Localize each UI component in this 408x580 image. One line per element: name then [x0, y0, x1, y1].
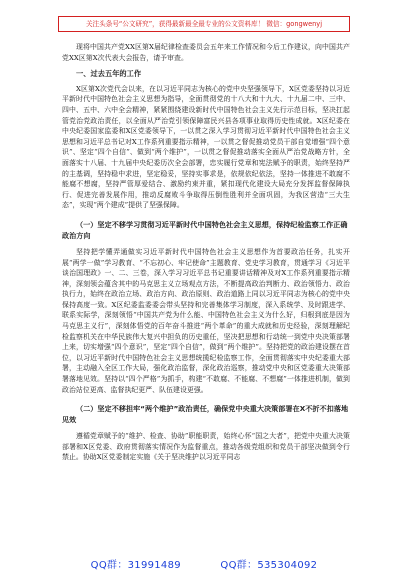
top-banner: 关注头条号“公文研究”，获得最新最全最专业的公文资料库！ 微信：gongwenyj	[58, 16, 350, 32]
subsection-title-2: （二）坚定不移担牢“两个维护”政治责任，确保党中央重大决策部署在X不折不扣落地见效	[62, 404, 349, 425]
document-body	[62, 42, 350, 465]
qq-group-1: QQ群：31991489	[90, 560, 181, 571]
body-paragraph: 遵循党章赋予的“维护、检查、协助”职能职责，始终心怀“国之大者”，把党中央重大决策部署和X区党委、政府贯彻落实情况作为监督重点，推动各级党组织和党员干部坚决做到令行禁止。协助X区党委制定实施《关于坚决维护以习近平同志	[62, 432, 350, 462]
body-paragraph: 坚持把学懂弄通做实习近平新时代中国特色社会主义思想作为首要政治任务，扎实开展“两学一做”学习教育、“不忘初心、牢记使命”主题教育、党史学习教育，贯通学习《习近平谈治国理政》一、二、三卷，深入学习习近平总书记重要讲话精神及对X工作系列重要指示精神，深刻领会蕴含其中的马克思主义立场观点方法，不断提高政治判断力、政治领悟力、政治执行力，始终在政治立场、政治方向、政治原则、政治道路上同以习近平同志为核心的党中央保持高度一致。X区纪委监委委会带头坚持和完善集体学习制度，深入系统学、及时跟进学、联系实际学，深刻领悟“中国共产党为什么能、中国特色社会主义为什么好，归根到底是因为马克思主义行”，深刻体悟党的百年奋斗推进“两个革命”的重大成就和历史经验，深刻理解纪检监察机关在中华民族伟大复兴中担负的历史重任，坚决把思想和行动统一到党中央决策部署上来，切实增强“四个意识”，坚定“四个自信”，做到“两个维护”。坚持把党的政治建设摆在首位，以习近平新时代中国特色社会主义思想统揽纪检监察工作，全面贯彻落实中央纪委重大部署，主动融入全区工作大局，强化政治监督，深化政治巡察，推动党中央和区党委重大决策部署落地见效。坚持以“四个严格”为抓手，构建“不敢腐、不能腐、不想腐”一体推进机制，做到政治站位更高、监督执纪更严、队伍建设更强。	[62, 247, 350, 394]
footer-contact	[0, 556, 408, 571]
subsection-title-1: （一）坚定不移学习贯彻习近平新时代中国特色社会主义思想，保持纪检监察工作正确政治方向	[62, 219, 348, 240]
body-paragraph: X区第X次党代会以来，在以习近平同志为核心的党中央坚强领导下，X区党委坚持以习近平新时代中国特色社会主义思想为指导，全面贯彻党的十八大和十九大、十九届二中、三中、四中、五中、六中全会精神，紧紧围绕建设新时代中国特色社会主义先行示范目标，坚决扛起管党治党政治责任，以全面从严治党引领保障富民兴县各项事业取得历史性成就。X区纪委在中央纪委国家监委和X区党委领导下，一以贯之深入学习贯彻习近平新时代中国特色社会主义思想和习近平总书记对X工作系列重要指示精神，一以贯之督促推动党员干部自觉增强“四个意识”、坚定“四个自信”、做到“两个维护”，一以贯之督促推动落实全面从严治党战略方针，全面落实十八届、十九届中央纪委历次全会部署，忠实履行党章和宪法赋予的职责，始终坚持严的主基调，坚持稳中求进，坚定稳妥，坚持实事求是，依规依纪依法，坚持一体推进不敢腐不能腐不想腐，坚持严管厚爱结合、激励约束并重，紧扣现代化建设大局充分发挥监督保障执行、促进完善发展作用，推动反腐败斗争取得压倒性胜利并全面巩固，为我区营造“三大生态”，实现“两个建成”提供了坚强保障。	[62, 84, 350, 210]
qq-group-2: QQ群：535304092	[220, 560, 318, 571]
intro-paragraph: 现将中国共产党XX区第X届纪律检查委员会五年来工作情况和今后工作建议，向中国共产党XX区第X次代表大会报告，请予审查。	[62, 43, 350, 62]
section-title: 一、过去五年的工作	[76, 69, 142, 79]
